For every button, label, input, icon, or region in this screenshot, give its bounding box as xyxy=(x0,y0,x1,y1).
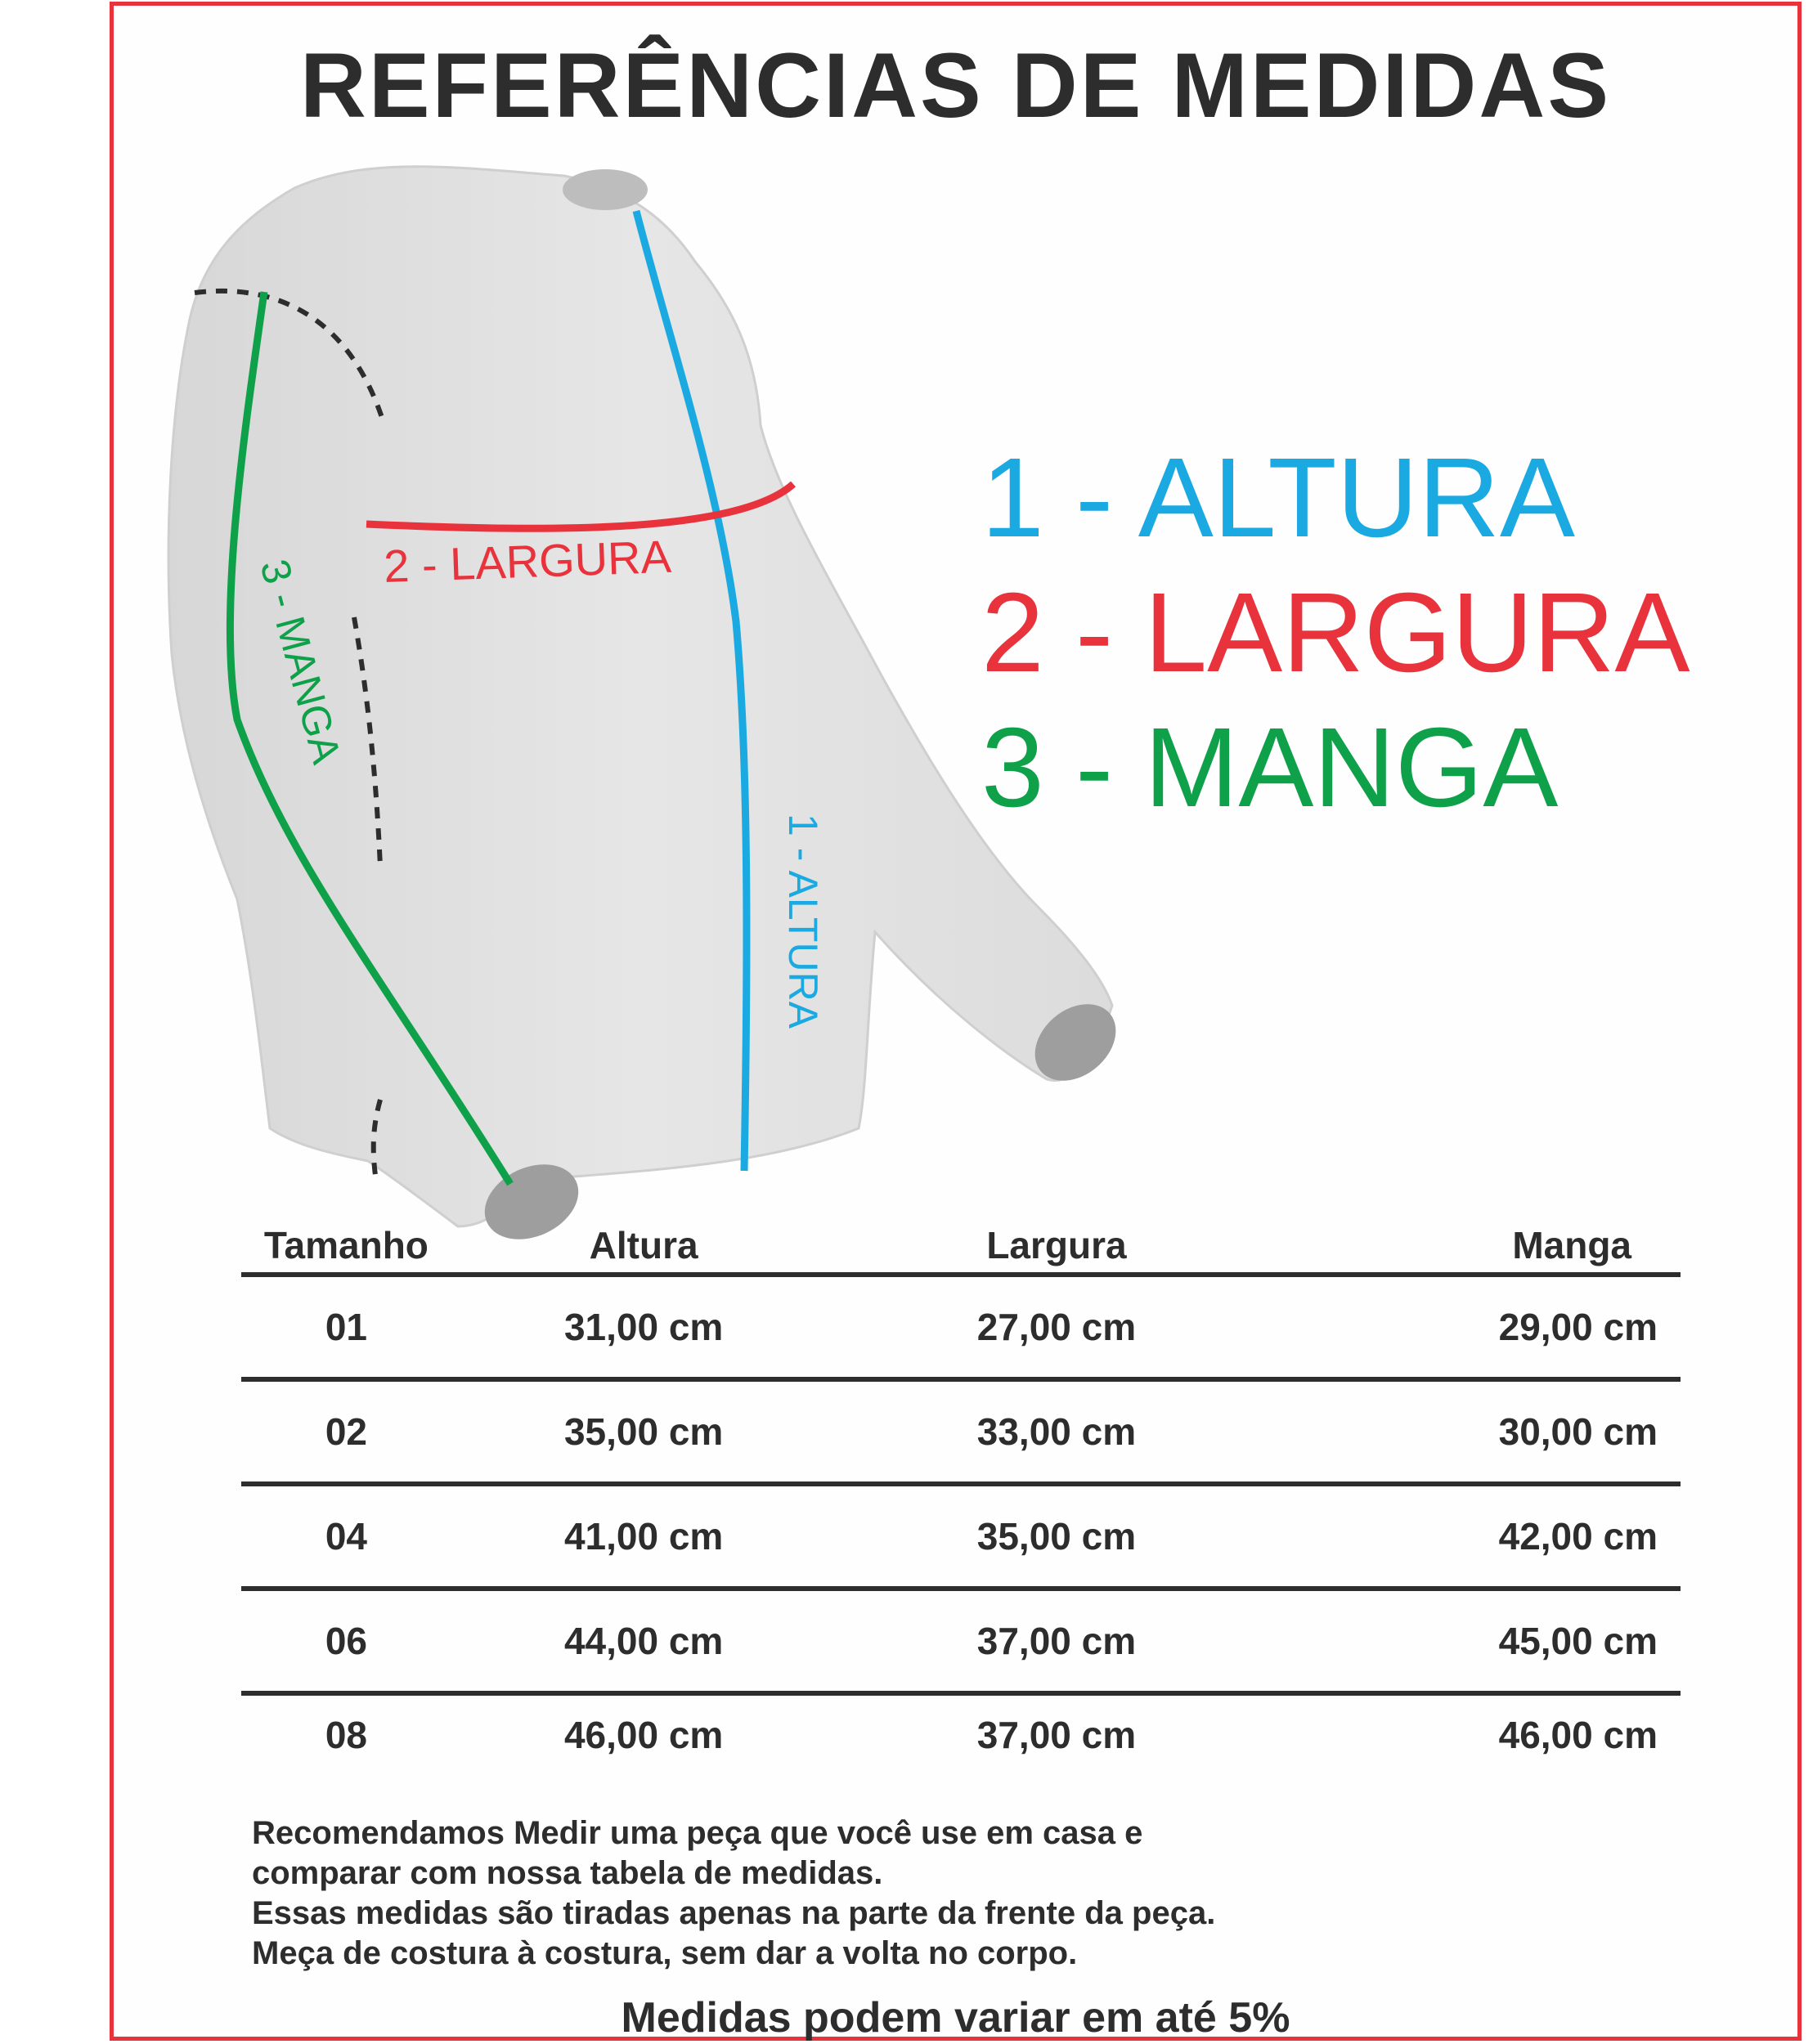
cell-manga: 46,00 cm xyxy=(1498,1713,1658,1756)
legend-altura: 1 - ALTURA xyxy=(981,435,1575,561)
table-header-row xyxy=(241,1218,1681,1275)
cell-largura: 37,00 cm xyxy=(976,1713,1137,1756)
note-line: comparar com nossa tabela de medidas. xyxy=(252,1855,883,1891)
header-altura: Altura xyxy=(451,1218,837,1275)
page-title: REFERÊNCIAS DE MEDIDAS xyxy=(299,34,1612,137)
cell-size: 04 xyxy=(241,1484,451,1589)
cell-size: 02 xyxy=(241,1379,451,1484)
cell-largura: 35,00 cm xyxy=(836,1484,1277,1589)
header-manga: Manga xyxy=(1277,1218,1681,1275)
table-row xyxy=(241,1484,1681,1589)
measurement-notes xyxy=(252,1813,1215,1974)
cell-altura: 41,00 cm xyxy=(451,1484,837,1589)
cell-largura: 37,00 cm xyxy=(836,1589,1277,1693)
cell-largura: 33,00 cm xyxy=(836,1379,1277,1484)
altura-diagram-label: 1 - ALTURA xyxy=(780,814,826,1029)
note-line: Essas medidas são tiradas apenas na parte da frente da peça. xyxy=(252,1895,1216,1931)
cell-manga: 45,00 cm xyxy=(1277,1589,1681,1693)
cell-largura: 27,00 cm xyxy=(836,1275,1277,1379)
cell-size: 01 xyxy=(241,1275,451,1379)
note-line: Meça de costura à costura, sem dar a volta no corpo. xyxy=(252,1935,1078,1971)
table-row xyxy=(241,1589,1681,1693)
cell-size: 08 xyxy=(325,1713,367,1756)
cell-manga: 29,00 cm xyxy=(1277,1275,1681,1379)
header-tamanho: Tamanho xyxy=(241,1218,451,1275)
manga-diagram-label: 3 - MANGA xyxy=(251,554,350,769)
legend-manga: 3 - MANGA xyxy=(981,705,1559,831)
cell-altura: 31,00 cm xyxy=(451,1275,837,1379)
note-line: Recomendamos Medir uma peça que você use em casa e xyxy=(252,1815,1143,1851)
largura-diagram-label: 2 - LARGURA xyxy=(383,530,672,592)
cell-altura: 44,00 cm xyxy=(451,1589,837,1693)
legend-largura: 2 - LARGURA xyxy=(981,570,1690,696)
variation-disclaimer: Medidas podem variar em até 5% xyxy=(621,1994,1290,2042)
header-largura: Largura xyxy=(836,1218,1277,1275)
collar-opening xyxy=(563,169,648,210)
table-row xyxy=(241,1693,1681,1773)
cell-altura: 35,00 cm xyxy=(451,1379,837,1484)
size-table xyxy=(241,1218,1681,1773)
cell-size: 06 xyxy=(241,1589,451,1693)
cell-manga: 42,00 cm xyxy=(1277,1484,1681,1589)
table-row xyxy=(241,1275,1681,1379)
table-row xyxy=(241,1379,1681,1484)
cell-altura: 46,00 cm xyxy=(563,1713,724,1756)
cell-manga: 30,00 cm xyxy=(1277,1379,1681,1484)
